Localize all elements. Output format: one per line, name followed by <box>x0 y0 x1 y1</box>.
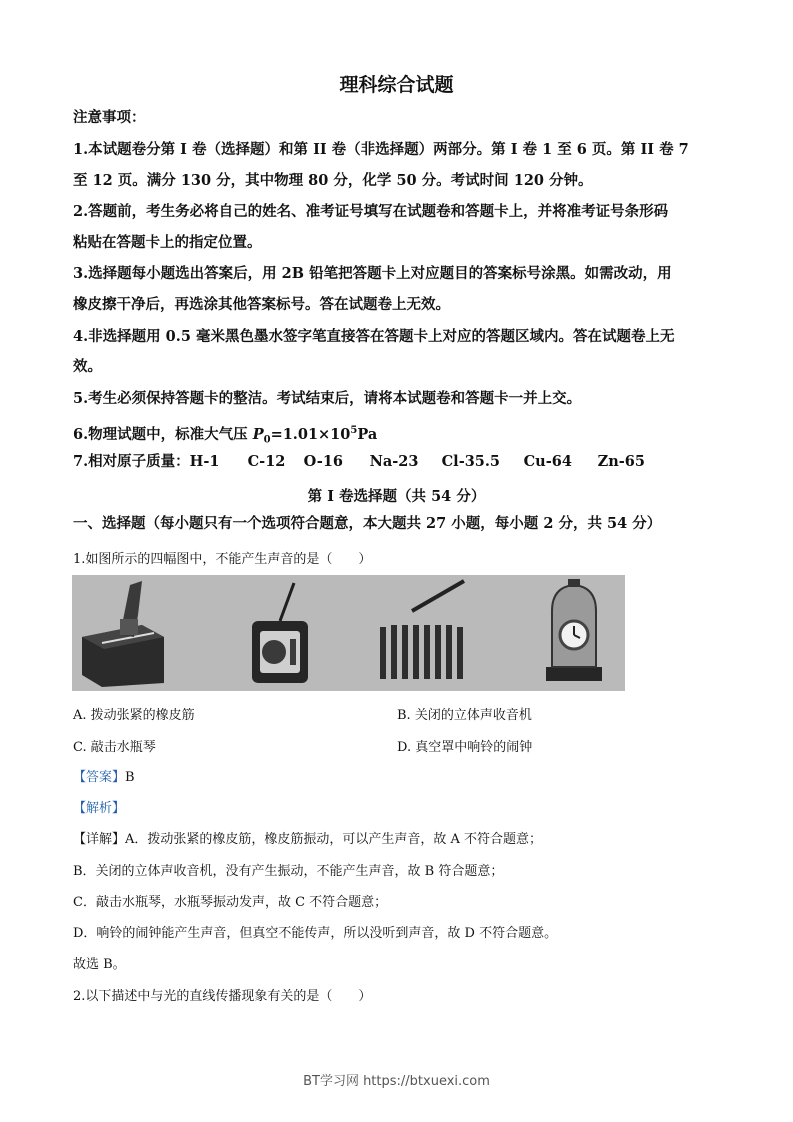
note-line-9: 5.考生必须保持答题卡的整洁。考试结束后，请将本试题卷和答题卡一并上交。 <box>73 390 582 407</box>
atom-c: C-12 <box>247 453 286 470</box>
notes-heading: 注意事项： <box>73 109 146 126</box>
pressure-unit: Pa <box>357 425 378 443</box>
sound-sources-illustration <box>72 575 625 691</box>
note-line-4: 粘贴在答题卡上的指定位置。 <box>73 234 262 251</box>
analysis-tag: 【解析】 <box>73 801 126 816</box>
question-1-option-a: A. 拨动张紧的橡皮筋 <box>73 708 195 723</box>
atom-na: Na-23 <box>369 453 419 470</box>
page-title: 理科综合试题 <box>339 74 454 96</box>
page-footer: BT学习网 https://btxuexi.com <box>303 1074 490 1089</box>
note-line-6: 橡皮擦干净后，再选涂其他答案标号。答在试题卷上无效。 <box>73 296 450 313</box>
atom-o: O-16 <box>303 453 343 470</box>
part-title: 一、选择题（每小题只有一个选项符合题意，本大题共 27 小题，每小题 2 分，共 54 分） <box>73 515 662 532</box>
question-1-figure <box>72 575 625 691</box>
detail-line-4: D．响铃的闹钟能产生声音，但真空不能传声，所以没听到声音，故 D 不符合题意。 <box>73 926 558 941</box>
atomic-mass-label: 7.相对原子质量： <box>73 453 190 470</box>
note-line-7: 4.非选择题用 0.5 毫米黑色墨水签字笔直接答在答题卡上对应的答题区域内。答在试题卷上无 <box>73 328 675 345</box>
detail-conclusion: 故选 B。 <box>73 957 126 972</box>
answer-value: B <box>125 770 135 785</box>
question-1-option-b: B. 关闭的立体声收音机 <box>397 708 532 723</box>
pressure-prefix: 6.物理试题中，标准大气压 <box>73 425 253 443</box>
atom-cu: Cu-64 <box>523 453 572 470</box>
pressure-exponent: 5 <box>350 425 358 436</box>
note-line-8: 效。 <box>73 358 102 375</box>
note-line-5: 3.选择题每小题选出答案后，用 2B 铅笔把答题卡上对应题目的答案标号涂黑。如需改动，用 <box>73 265 672 282</box>
note-line-3: 2.答题前，考生务必将自己的姓名、准考证号填写在试题卷和答题卡上，并将准考证号条形码 <box>73 203 669 220</box>
section-title: 第 I 卷选择题（共 54 分） <box>307 488 486 505</box>
pressure-subscript: 0 <box>263 434 271 446</box>
pressure-value: =1.01×10 <box>270 425 351 443</box>
note-line-1: 1.本试题卷分第 I 卷（选择题）和第 II 卷（非选择题）两部分。第 I 卷 1 至 6 页。第 II 卷 7 <box>73 141 689 158</box>
detail-line-1: 【详解】A．拨动张紧的橡皮筋，橡皮筋振动，可以产生声音，故 A 不符合题意； <box>73 832 543 847</box>
note-line-atomic-mass <box>73 452 728 472</box>
note-line-pressure <box>73 421 728 451</box>
atom-zn: Zn-65 <box>597 453 645 470</box>
note-line-2: 至 12 页。满分 130 分，其中物理 80 分，化学 50 分。考试时间 120 分钟。 <box>73 172 593 189</box>
question-1-option-c: C. 敲击水瓶琴 <box>73 740 156 755</box>
question-2-stem: 2.以下描述中与光的直线传播现象有关的是（ ） <box>73 989 372 1004</box>
answer-tag: 【答案】 <box>73 770 126 785</box>
atom-h: H-1 <box>189 453 220 470</box>
question-1-option-d: D. 真空罩中响铃的闹钟 <box>397 740 533 755</box>
atom-cl: Cl-35.5 <box>441 453 501 470</box>
pressure-symbol: P <box>252 425 264 443</box>
detail-line-3: C．敲击水瓶琴，水瓶琴振动发声，故 C 不符合题意； <box>73 895 388 910</box>
question-1-stem: 1.如图所示的四幅图中，不能产生声音的是（ ） <box>73 552 372 567</box>
question-1-answer <box>73 766 135 785</box>
detail-line-2: B．关闭的立体声收音机，没有产生振动，不能产生声音，故 B 符合题意； <box>73 864 504 879</box>
